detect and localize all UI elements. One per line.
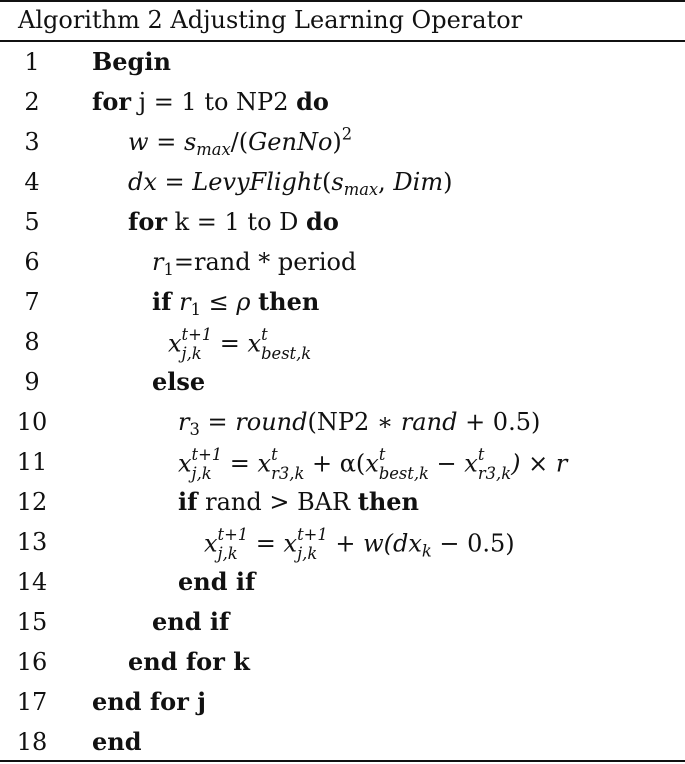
line-number: 6 <box>24 248 40 276</box>
line-code: if $r_1 \le \rho$ then <box>152 287 320 319</box>
line-2 <box>0 82 685 122</box>
line-9 <box>0 362 685 402</box>
algorithm-caption <box>18 6 522 34</box>
line-5 <box>0 202 685 242</box>
bottom-rule <box>0 760 685 762</box>
line-1 <box>0 42 685 82</box>
line-number: 9 <box>24 368 40 396</box>
line-18 <box>0 722 685 762</box>
line-number: 18 <box>16 728 48 756</box>
line-number: 15 <box>16 608 48 636</box>
line-number: 7 <box>24 288 40 316</box>
line-code: x t+1 j,k = x t best,k <box>168 324 312 364</box>
line-code: $r_3$ = round(NP2 ∗ rand + 0.5) <box>178 408 541 439</box>
line-code: end <box>92 727 142 756</box>
line-16 <box>0 642 685 682</box>
top-rule <box>0 0 685 2</box>
line-code: end if <box>178 567 256 596</box>
line-number: 17 <box>16 688 48 716</box>
line-number: 8 <box>24 328 40 356</box>
line-7 <box>0 282 685 322</box>
line-12 <box>0 482 685 522</box>
line-number: 11 <box>16 448 48 476</box>
algorithm-title: Adjusting Learning Operator <box>170 6 523 34</box>
algorithm-label: Algorithm 2 <box>18 6 163 34</box>
line-4 <box>0 162 685 202</box>
line-code: dx = $LevyFlight(s_{max}$, Dim) <box>128 168 453 199</box>
line-number: 12 <box>16 488 48 516</box>
line-11 <box>0 442 685 482</box>
line-number: 10 <box>16 408 48 436</box>
line-code: end for k <box>128 647 250 676</box>
line-number: 2 <box>24 88 40 116</box>
line-15 <box>0 602 685 642</box>
line-3 <box>0 122 685 162</box>
line-code: end if <box>152 607 230 636</box>
line-code: Begin <box>92 47 171 76</box>
line-code: else <box>152 367 206 396</box>
line-14 <box>0 562 685 602</box>
line-number: 14 <box>16 568 48 596</box>
line-code: for k = 1 to D do <box>128 207 339 236</box>
line-code: end for j <box>92 687 206 716</box>
line-13 <box>0 522 685 562</box>
line-number: 3 <box>24 128 40 156</box>
line-code: x t+1 j,k = x t+1 j,k + $w(dx_k - 0.5)$ <box>204 524 515 564</box>
line-code: if rand > BAR then <box>178 487 420 516</box>
line-code: $r_1=rand$ * period <box>152 248 357 279</box>
line-code: x t+1 j,k = x t r3,k + α(x t best,k − x t r3,k ) × r <box>178 444 568 484</box>
line-17 <box>0 682 685 722</box>
line-code: $w = s_{max}/(GenNo)^2$ <box>128 124 353 159</box>
line-number: 16 <box>16 648 48 676</box>
line-10 <box>0 402 685 442</box>
line-code: for j = 1 to NP2 do <box>92 87 329 116</box>
line-number: 1 <box>24 48 40 76</box>
line-number: 13 <box>16 528 48 556</box>
line-number: 4 <box>24 168 40 196</box>
line-8 <box>0 322 685 362</box>
line-6 <box>0 242 685 282</box>
line-number: 5 <box>24 208 40 236</box>
